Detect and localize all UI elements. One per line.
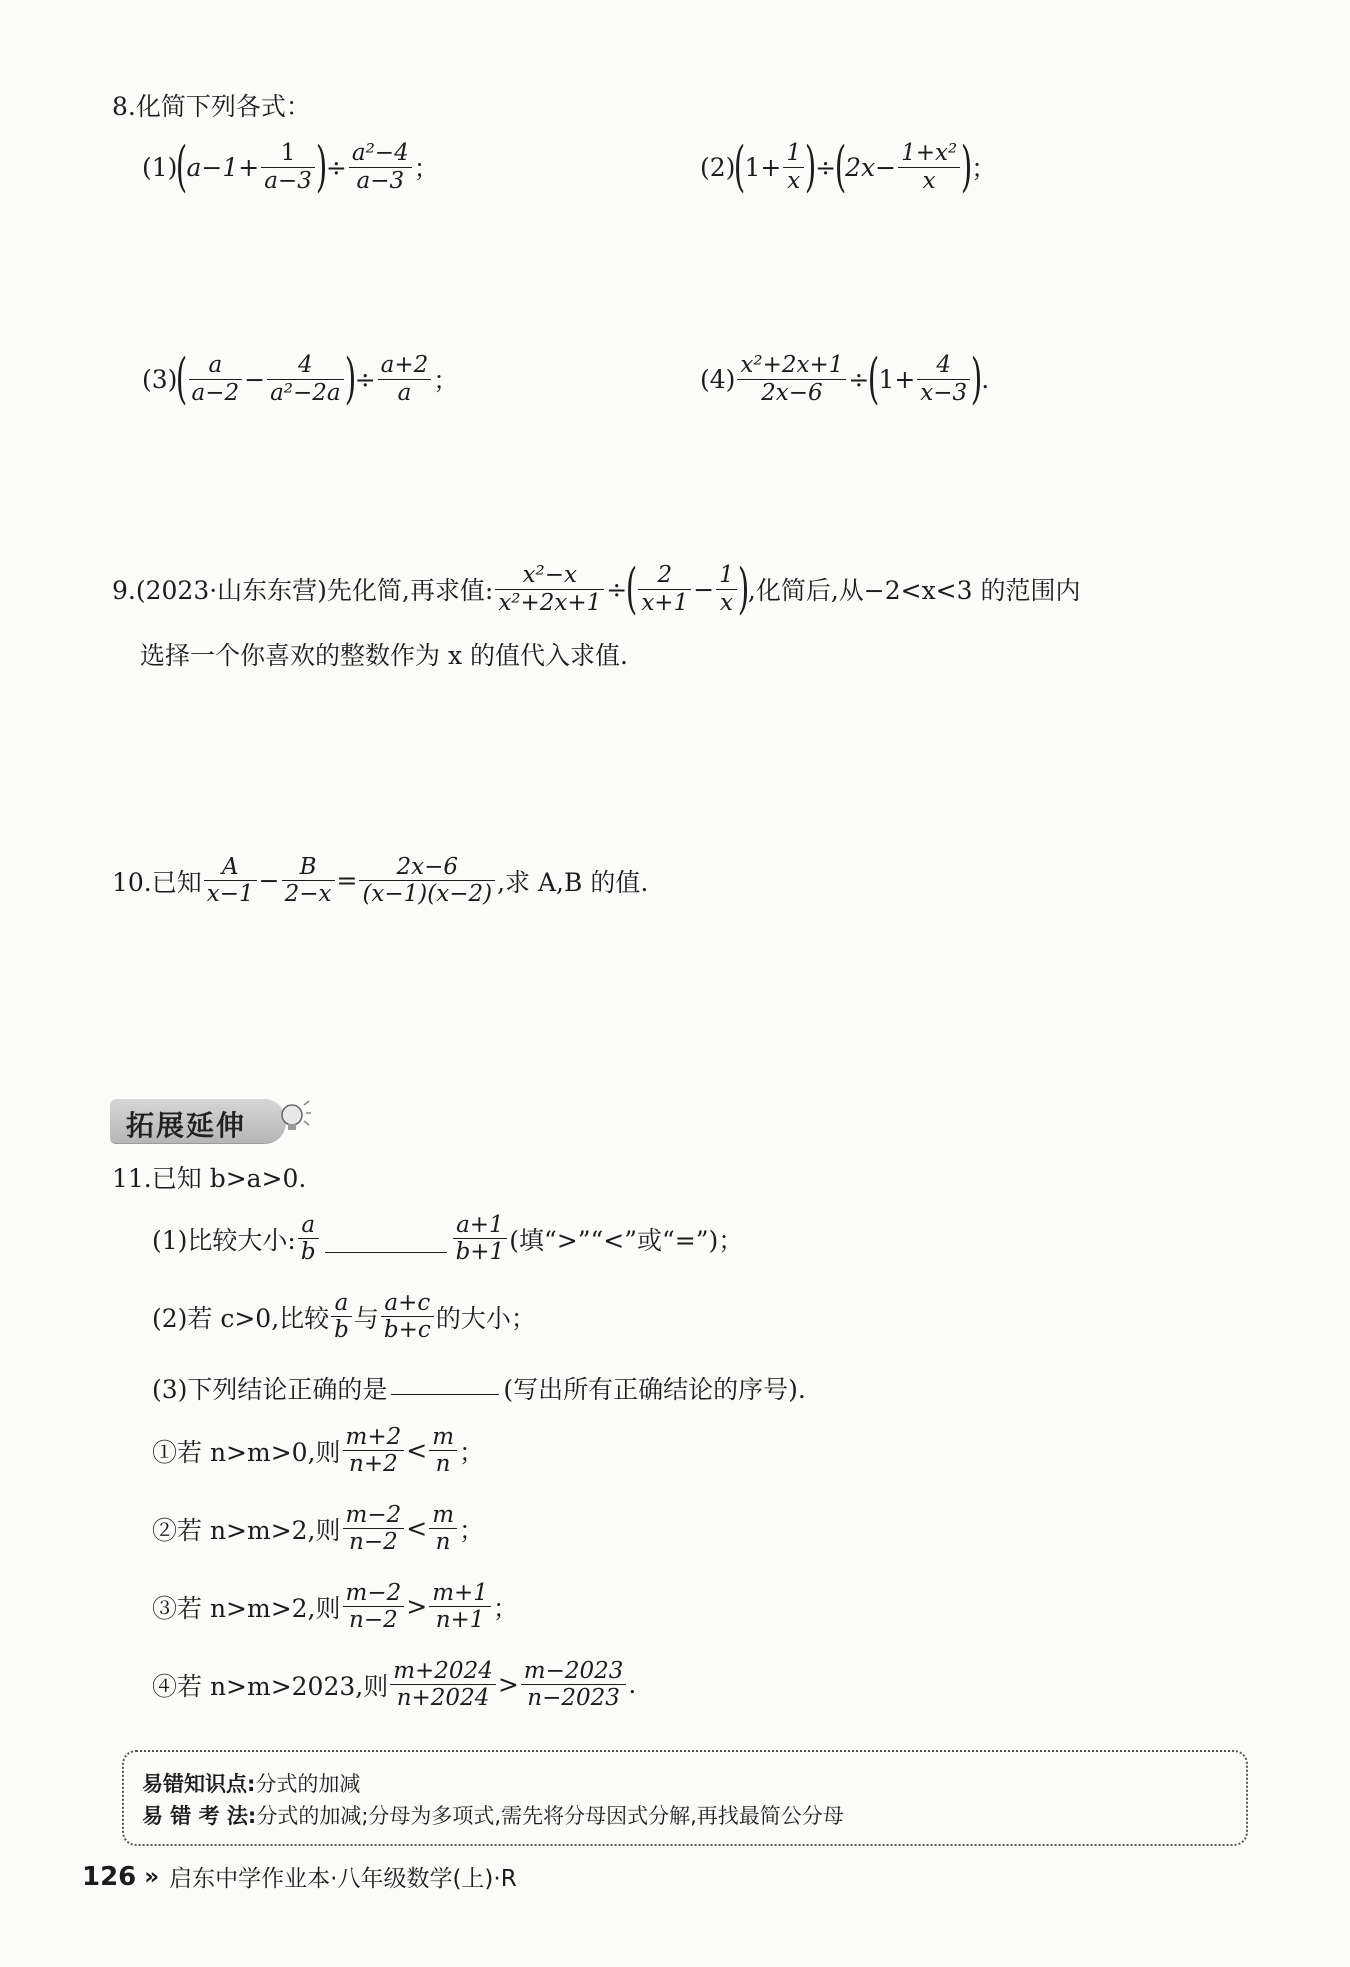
fraction: $\frac{B}{2-x}$ — [282, 854, 335, 908]
q8-part4: (4) $\frac{\text{x²+2x+1}}{2x-6}$ ÷ ( 1+ $\frac{4}{x-3}$ ) . — [700, 347, 990, 410]
q9-line2: 选择一个你喜欢的整数作为 x 的值代入求值. — [140, 641, 628, 670]
fraction: $\frac{A}{x-1}$ — [204, 854, 257, 908]
lightbulb-icon — [278, 1097, 312, 1137]
q8-part2: (2) ( 1+ $\frac{1}{x}$ ) ÷ ( 2x− $\frac{\text{1+x²}}{x}$ ) ； — [700, 135, 997, 198]
fraction: $\frac{a}{a-2}$ — [189, 352, 243, 406]
fraction: $\frac{\text{a²−4}}{a-3}$ — [349, 140, 412, 194]
fraction: $\frac{2x-6}{(x-1)(x-2)}$ — [359, 854, 495, 908]
tip-row-2: 易 错 考 法:分式的加减;分母为多项式,需先将分母因式分解,再找最简公分母 — [142, 1804, 844, 1828]
fraction: $\frac{1}{a-3}$ — [261, 140, 315, 194]
fraction: $\frac{m-2023}{n-2023}$ — [521, 1658, 627, 1712]
fraction: $\frac{4}{x-3}$ — [917, 352, 970, 406]
fraction: $\frac{a}{b}$ — [331, 1290, 352, 1344]
fraction: $\frac{m+1}{n+1}$ — [429, 1580, 491, 1634]
page-number: 126 — [82, 1861, 137, 1892]
section-banner — [110, 1095, 300, 1147]
fraction: $\frac{m-2}{n-2}$ — [343, 1502, 405, 1556]
q8-stem: 8.化简下列各式： — [112, 92, 311, 121]
error-tips-box — [122, 1750, 1248, 1846]
fraction: $\frac{\text{1+x²}}{x}$ — [898, 140, 960, 194]
q8-part3: (3) ( $\frac{a}{a-2}$ − $\frac{4}{\text{a²−2a}}$ ) ÷ $\frac{a+2}{a}$ ； — [142, 347, 459, 410]
q8-part1: (1) ( a−1+ $\frac{1}{a-3}$ ) ÷ $\frac{\text{a²−4}}{a-3}$ ； — [142, 135, 439, 198]
fraction: $\frac{a+2}{a}$ — [378, 352, 432, 406]
q11-stem: 11.已知 b>a>0. — [112, 1164, 307, 1193]
fraction: $\frac{m}{n}$ — [429, 1424, 457, 1478]
fraction: $\frac{1}{x}$ — [783, 140, 804, 194]
q11-option-2: ②若 n>m>2,则 $\frac{m-2}{n-2}$ < $\frac{m}{n}$ ； — [152, 1502, 485, 1556]
fraction: $\frac{4}{\text{a²−2a}}$ — [267, 352, 344, 406]
section-title: 拓展延伸 — [126, 1109, 247, 1142]
answer-blank[interactable] — [325, 1252, 447, 1253]
fraction: $\frac{m+2}{n+2}$ — [343, 1424, 405, 1478]
fraction: $\frac{a+1}{b+1}$ — [453, 1212, 508, 1266]
q11-part1: (1)比较大小: $\frac{a}{b}$ $\frac{a+1}{b+1}$ (填“>”“<”或“=”)； — [152, 1212, 744, 1266]
fraction: $\frac{m+2024}{n+2024}$ — [390, 1658, 496, 1712]
book-title: 启东中学作业本·八年级数学(上)·R — [169, 1866, 517, 1892]
double-chevron-icon: » — [144, 1863, 160, 1890]
q10: 10.已知 $\frac{A}{x-1}$ − $\frac{B}{2-x}$ = $\frac{2x-6}{(x-1)(x-2)}$ ,求 A,B 的值. — [112, 854, 649, 908]
fraction: $\frac{a}{b}$ — [298, 1212, 319, 1266]
fraction: $\frac{a+c}{b+c}$ — [381, 1290, 434, 1344]
fraction: $\frac{\text{x²−x}}{\text{x²+2x+1}}$ — [495, 562, 604, 616]
fraction: $\frac{2}{x+1}$ — [638, 562, 691, 616]
answer-blank[interactable] — [391, 1394, 499, 1395]
fraction: $\frac{m-2}{n-2}$ — [343, 1580, 405, 1634]
q11-part2: (2)若 c>0,比较 $\frac{a}{b}$ 与 $\frac{a+c}{b+c}$ 的大小； — [152, 1290, 536, 1344]
fraction: $\frac{1}{x}$ — [716, 562, 737, 616]
q9-line1: 9.(2023·山东东营)先化简,再求值: $\frac{\text{x²−x}}{\text{x²+2x+1}}$ ÷ ( $\frac{2}{x+1}$ − $\frac{1}{x}$ ) ,化简后,从−2<x<3 的范围内 — [112, 557, 1081, 620]
page-footer — [82, 1860, 517, 1893]
fraction: $\frac{\text{x²+2x+1}}{2x-6}$ — [737, 352, 846, 406]
q11-option-1: ①若 n>m>0,则 $\frac{m+2}{n+2}$ < $\frac{m}{n}$ ； — [152, 1424, 485, 1478]
q11-option-4: ④若 n>m>2023,则 $\frac{m+2024}{n+2024}$ > $\frac{m-2023}{n-2023}$ . — [152, 1658, 637, 1712]
tip-row-1: 易错知识点:分式的加减 — [142, 1772, 361, 1796]
q11-option-3: ③若 n>m>2,则 $\frac{m-2}{n-2}$ > $\frac{m+1}{n+1}$ ； — [152, 1580, 518, 1634]
q11-part3: (3)下列结论正确的是 (写出所有正确结论的序号). — [152, 1375, 806, 1404]
fraction: $\frac{m}{n}$ — [429, 1502, 457, 1556]
